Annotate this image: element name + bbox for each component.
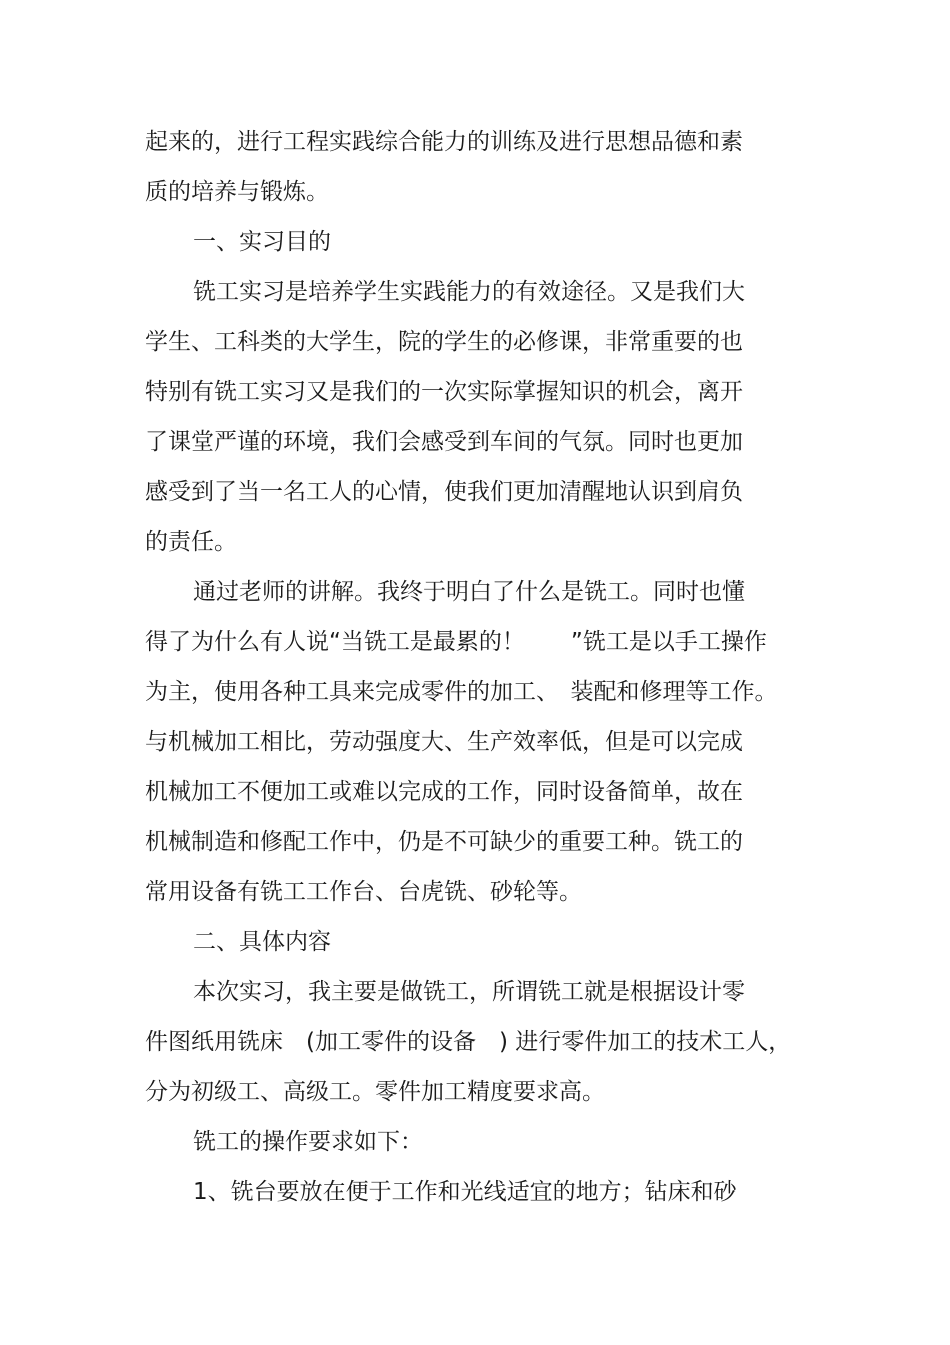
text-line: 常用设备有铣工工作台、台虎铣、砂轮等。 — [145, 879, 582, 905]
text-line: 本次实习，我主要是做铣工，所谓铣工就是根据设计零 — [193, 979, 745, 1005]
text-line: 件图纸用铣床 (加工零件的设备 ) 进行零件加工的技术工人， — [145, 1029, 792, 1055]
text-line: 得了为什么有人说“当铣工是最累的！ ”铣工是以手工操作 — [145, 629, 767, 655]
text-line: 铣工的操作要求如下： — [193, 1129, 423, 1155]
text-line: 通过老师的讲解。我终于明白了什么是铣工。同时也懂 — [193, 579, 745, 605]
text-line: 与机械加工相比，劳动强度大、生产效率低，但是可以完成 — [145, 729, 743, 755]
text-line: 感受到了当一名工人的心情，使我们更加清醒地认识到肩负 — [145, 479, 743, 505]
section-heading: 二、具体内容 — [193, 929, 331, 955]
text-line: 分为初级工、高级工。零件加工精度要求高。 — [145, 1079, 605, 1105]
text-line: 质的培养与锻炼。 — [145, 179, 329, 205]
text-line: 的责任。 — [145, 529, 237, 555]
text-line: 铣工实习是培养学生实践能力的有效途径。又是我们大 — [193, 279, 745, 305]
section-heading: 一、实习目的 — [193, 229, 331, 255]
text-line: 1、铣台要放在便于工作和光线适宜的地方；钻床和砂 — [193, 1179, 737, 1205]
text-line: 机械制造和修配工作中，仍是不可缺少的重要工种。铣工的 — [145, 829, 743, 855]
text-line: 机械加工不便加工或难以完成的工作，同时设备简单，故在 — [145, 779, 743, 805]
text-line: 起来的，进行工程实践综合能力的训练及进行思想品德和素 — [145, 129, 743, 155]
text-line: 特别有铣工实习又是我们的一次实际掌握知识的机会，离开 — [145, 379, 743, 405]
text-line: 学生、工科类的大学生，院的学生的必修课，非常重要的也 — [145, 329, 743, 355]
text-line: 为主，使用各种工具来完成零件的加工、 装配和修理等工作。 — [145, 679, 778, 705]
text-line: 了课堂严谨的环境，我们会感受到车间的气氛。同时也更加 — [145, 429, 743, 455]
